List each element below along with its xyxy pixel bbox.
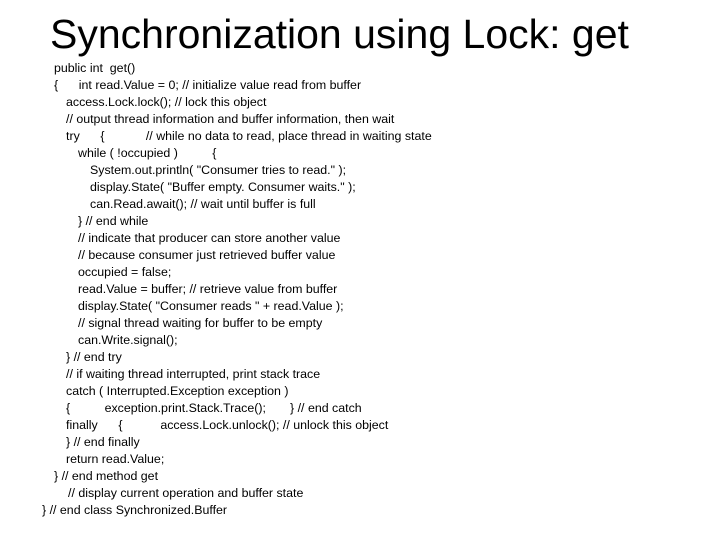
code-line: } // end finally	[66, 435, 140, 449]
code-line: // if waiting thread interrupted, print stack trace	[66, 367, 321, 381]
code-line: display.State( "Consumer reads " + read.Value );	[78, 299, 344, 313]
code-line: public int get()	[54, 61, 136, 75]
code-line: occupied = false;	[78, 265, 172, 279]
code-line: } // end try	[66, 350, 122, 364]
code-line: try { // while no data to read, place thread in waiting state	[66, 129, 432, 143]
code-line: } // end while	[78, 214, 149, 228]
code-line: { int read.Value = 0; // initialize value read from buffer	[54, 78, 362, 92]
code-line: return read.Value;	[66, 452, 165, 466]
code-line: while ( !occupied ) {	[78, 146, 217, 160]
code-line: { exception.print.Stack.Trace(); } // end catch	[66, 401, 362, 415]
code-line: display.State( "Buffer empty. Consumer waits." );	[90, 180, 356, 194]
slide-title: Synchronization using Lock: get	[50, 11, 629, 57]
code-line: // because consumer just retrieved buffer value	[78, 248, 336, 262]
code-line: // output thread information and buffer information, then wait	[66, 112, 395, 126]
code-line: finally { access.Lock.unlock(); // unlock this object	[66, 418, 389, 432]
code-line: // signal thread waiting for buffer to be empty	[78, 316, 323, 330]
code-line: } // end method get	[54, 469, 159, 483]
code-line: read.Value = buffer; // retrieve value from buffer	[78, 282, 338, 296]
code-line: can.Read.await(); // wait until buffer is full	[90, 197, 316, 211]
code-line: // display current operation and buffer state	[68, 486, 304, 500]
code-line: catch ( Interrupted.Exception exception )	[66, 384, 289, 398]
code-line: } // end class Synchronized.Buffer	[42, 503, 228, 517]
code-line: System.out.println( "Consumer tries to read." );	[90, 163, 347, 177]
code-line: access.Lock.lock(); // lock this object	[66, 95, 267, 109]
code-line: can.Write.signal();	[78, 333, 178, 347]
code-line: // indicate that producer can store another value	[78, 231, 341, 245]
